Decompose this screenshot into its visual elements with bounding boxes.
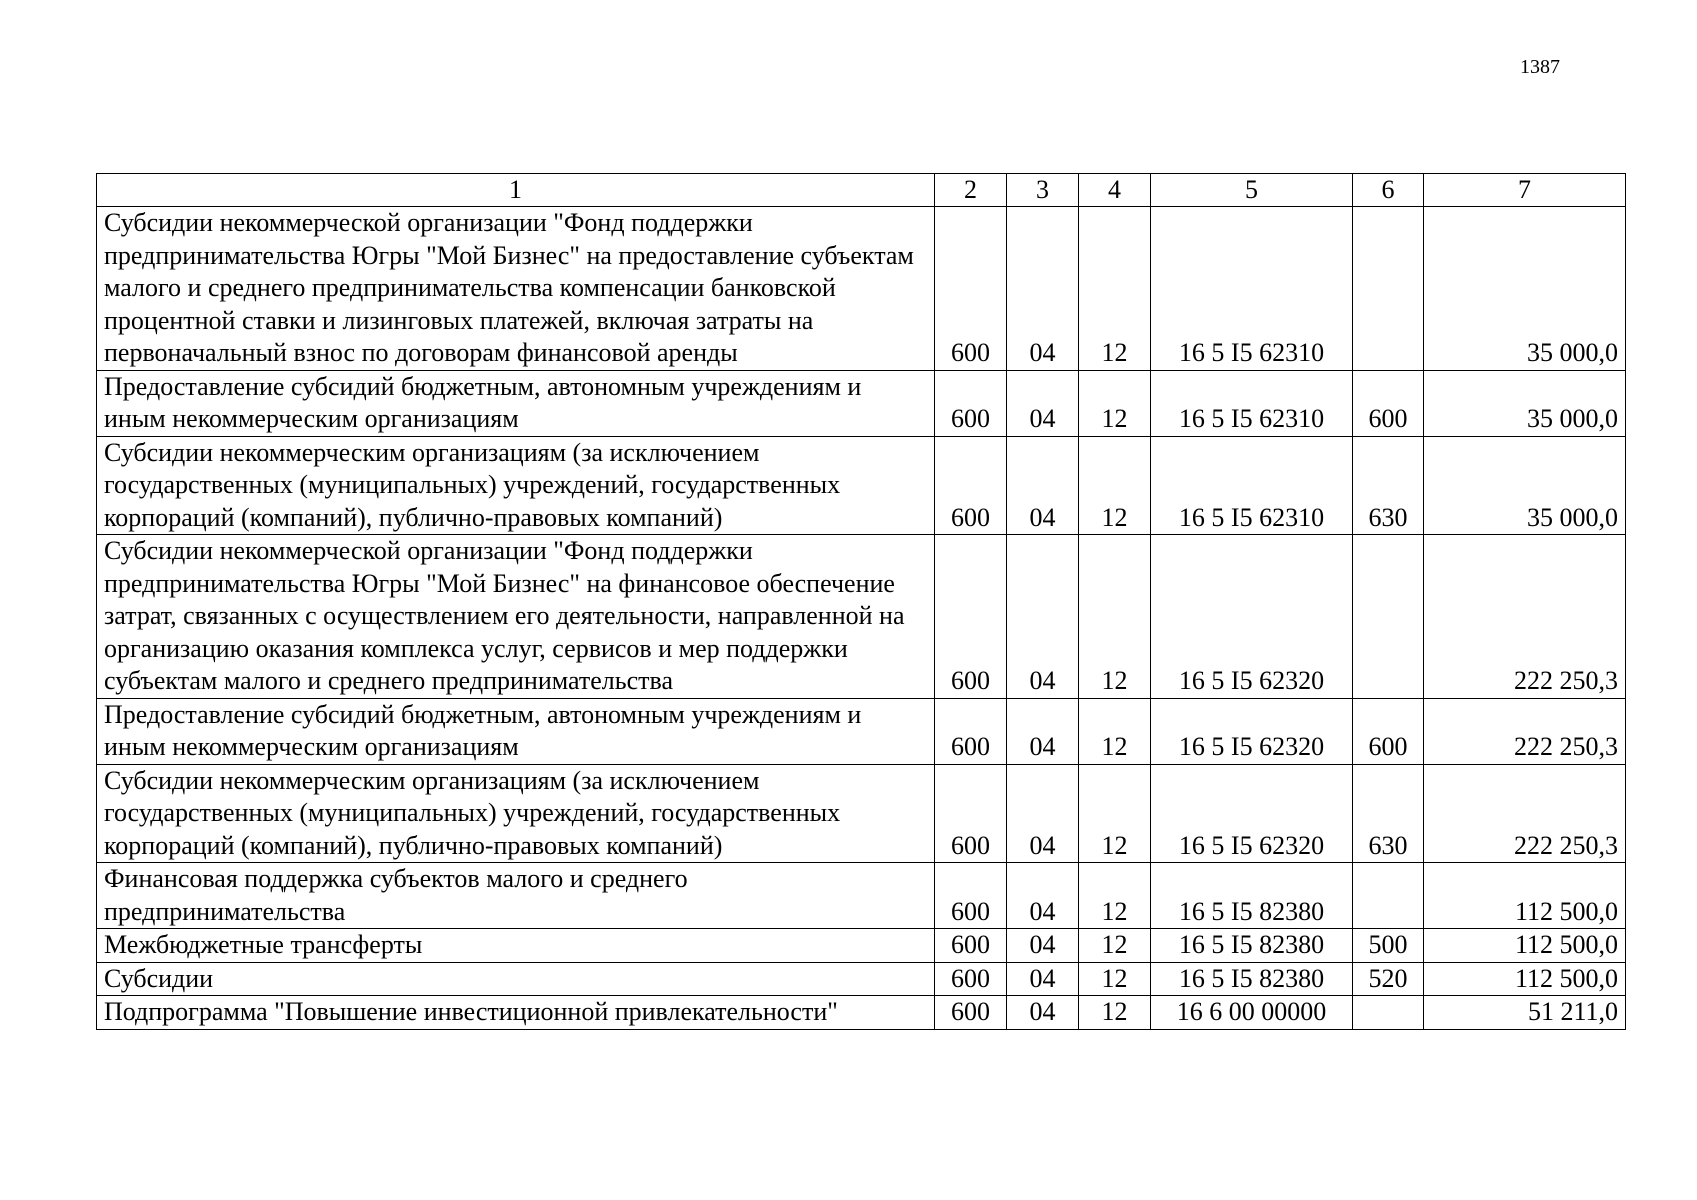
table-row — [97, 535, 1626, 699]
cell-col6: 520 — [1353, 962, 1424, 996]
header-cell: 2 — [935, 174, 1007, 207]
cell-col5: 16 5 I5 62310 — [1151, 207, 1353, 371]
row-name: Предоставление субсидий бюджетным, автономным учреждениям и иным некоммерческим организациям — [97, 370, 935, 436]
header-cell: 3 — [1007, 174, 1079, 207]
row-name: Субсидии некоммерческой организации "Фонд поддержки предпринимательства Югры "Мой Бизнес" на предоставление субъектам малого и среднего предпринимательства компенсации банковской процентной ставки и лизинговых платежей, включая затраты на первоначальный взнос по договорам финансовой аренды — [97, 207, 935, 371]
cell-col3: 04 — [1007, 436, 1079, 535]
cell-col3: 04 — [1007, 535, 1079, 699]
cell-col5: 16 5 I5 82380 — [1151, 863, 1353, 929]
cell-col7: 112 500,0 — [1424, 863, 1626, 929]
cell-col4: 12 — [1079, 863, 1151, 929]
cell-col5: 16 5 I5 62320 — [1151, 698, 1353, 764]
row-name: Субсидии некоммерческим организациям (за исключением государственных (муниципальных) учреждений, государственных корпораций (компаний), публично-правовых компаний) — [97, 764, 935, 863]
cell-col2: 600 — [935, 535, 1007, 699]
table-row — [97, 698, 1626, 764]
table-row — [97, 436, 1626, 535]
cell-col7: 222 250,3 — [1424, 535, 1626, 699]
cell-col7: 35 000,0 — [1424, 436, 1626, 535]
cell-col5: 16 5 I5 62320 — [1151, 535, 1353, 699]
cell-col7: 35 000,0 — [1424, 207, 1626, 371]
row-name: Субсидии — [97, 962, 935, 996]
header-cell: 7 — [1424, 174, 1626, 207]
row-name: Финансовая поддержка субъектов малого и среднего предпринимательства — [97, 863, 935, 929]
header-cell: 6 — [1353, 174, 1424, 207]
cell-col3: 04 — [1007, 370, 1079, 436]
cell-col2: 600 — [935, 370, 1007, 436]
cell-col2: 600 — [935, 929, 1007, 963]
cell-col6: 630 — [1353, 764, 1424, 863]
row-name: Субсидии некоммерческим организациям (за исключением государственных (муниципальных) учреждений, государственных корпораций (компаний), публично-правовых компаний) — [97, 436, 935, 535]
cell-col7: 112 500,0 — [1424, 962, 1626, 996]
table-row — [97, 370, 1626, 436]
cell-col5: 16 5 I5 62310 — [1151, 436, 1353, 535]
cell-col5: 16 6 00 00000 — [1151, 996, 1353, 1030]
cell-col5: 16 5 I5 82380 — [1151, 962, 1353, 996]
cell-col3: 04 — [1007, 863, 1079, 929]
table-row — [97, 929, 1626, 963]
cell-col3: 04 — [1007, 929, 1079, 963]
row-name: Подпрограмма "Повышение инвестиционной привлекательности" — [97, 996, 935, 1030]
table-row — [97, 996, 1626, 1030]
cell-col4: 12 — [1079, 370, 1151, 436]
header-cell: 4 — [1079, 174, 1151, 207]
header-cell: 1 — [97, 174, 935, 207]
table-row — [97, 863, 1626, 929]
cell-col5: 16 5 I5 62320 — [1151, 764, 1353, 863]
cell-col3: 04 — [1007, 698, 1079, 764]
cell-col4: 12 — [1079, 535, 1151, 699]
cell-col6: 500 — [1353, 929, 1424, 963]
cell-col4: 12 — [1079, 207, 1151, 371]
cell-col2: 600 — [935, 698, 1007, 764]
row-name: Предоставление субсидий бюджетным, автономным учреждениям и иным некоммерческим организациям — [97, 698, 935, 764]
cell-col6: 600 — [1353, 698, 1424, 764]
cell-col3: 04 — [1007, 764, 1079, 863]
cell-col7: 222 250,3 — [1424, 698, 1626, 764]
cell-col4: 12 — [1079, 962, 1151, 996]
budget-table — [96, 173, 1626, 1030]
cell-col7: 112 500,0 — [1424, 929, 1626, 963]
cell-col7: 35 000,0 — [1424, 370, 1626, 436]
cell-col3: 04 — [1007, 207, 1079, 371]
page-number: 1387 — [1520, 56, 1560, 78]
cell-col4: 12 — [1079, 996, 1151, 1030]
table-row — [97, 764, 1626, 863]
cell-col2: 600 — [935, 863, 1007, 929]
header-row — [97, 174, 1626, 207]
cell-col6: 600 — [1353, 370, 1424, 436]
cell-col4: 12 — [1079, 764, 1151, 863]
table-row — [97, 962, 1626, 996]
row-name: Субсидии некоммерческой организации "Фонд поддержки предпринимательства Югры "Мой Бизнес" на финансовое обеспечение затрат, связанных с осуществлением его деятельности, направленной на организацию оказания комплекса услуг, сервисов и мер поддержки субъектам малого и среднего предпринимательства — [97, 535, 935, 699]
cell-col7: 51 211,0 — [1424, 996, 1626, 1030]
cell-col7: 222 250,3 — [1424, 764, 1626, 863]
cell-col3: 04 — [1007, 962, 1079, 996]
cell-col5: 16 5 I5 82380 — [1151, 929, 1353, 963]
cell-col6 — [1353, 996, 1424, 1030]
cell-col2: 600 — [935, 962, 1007, 996]
cell-col3: 04 — [1007, 996, 1079, 1030]
header-cell: 5 — [1151, 174, 1353, 207]
cell-col4: 12 — [1079, 929, 1151, 963]
table-row — [97, 207, 1626, 371]
cell-col4: 12 — [1079, 436, 1151, 535]
cell-col2: 600 — [935, 996, 1007, 1030]
cell-col6 — [1353, 863, 1424, 929]
cell-col2: 600 — [935, 436, 1007, 535]
cell-col5: 16 5 I5 62310 — [1151, 370, 1353, 436]
cell-col6 — [1353, 207, 1424, 371]
cell-col4: 12 — [1079, 698, 1151, 764]
cell-col2: 600 — [935, 764, 1007, 863]
cell-col6: 630 — [1353, 436, 1424, 535]
cell-col6 — [1353, 535, 1424, 699]
cell-col2: 600 — [935, 207, 1007, 371]
row-name: Межбюджетные трансферты — [97, 929, 935, 963]
